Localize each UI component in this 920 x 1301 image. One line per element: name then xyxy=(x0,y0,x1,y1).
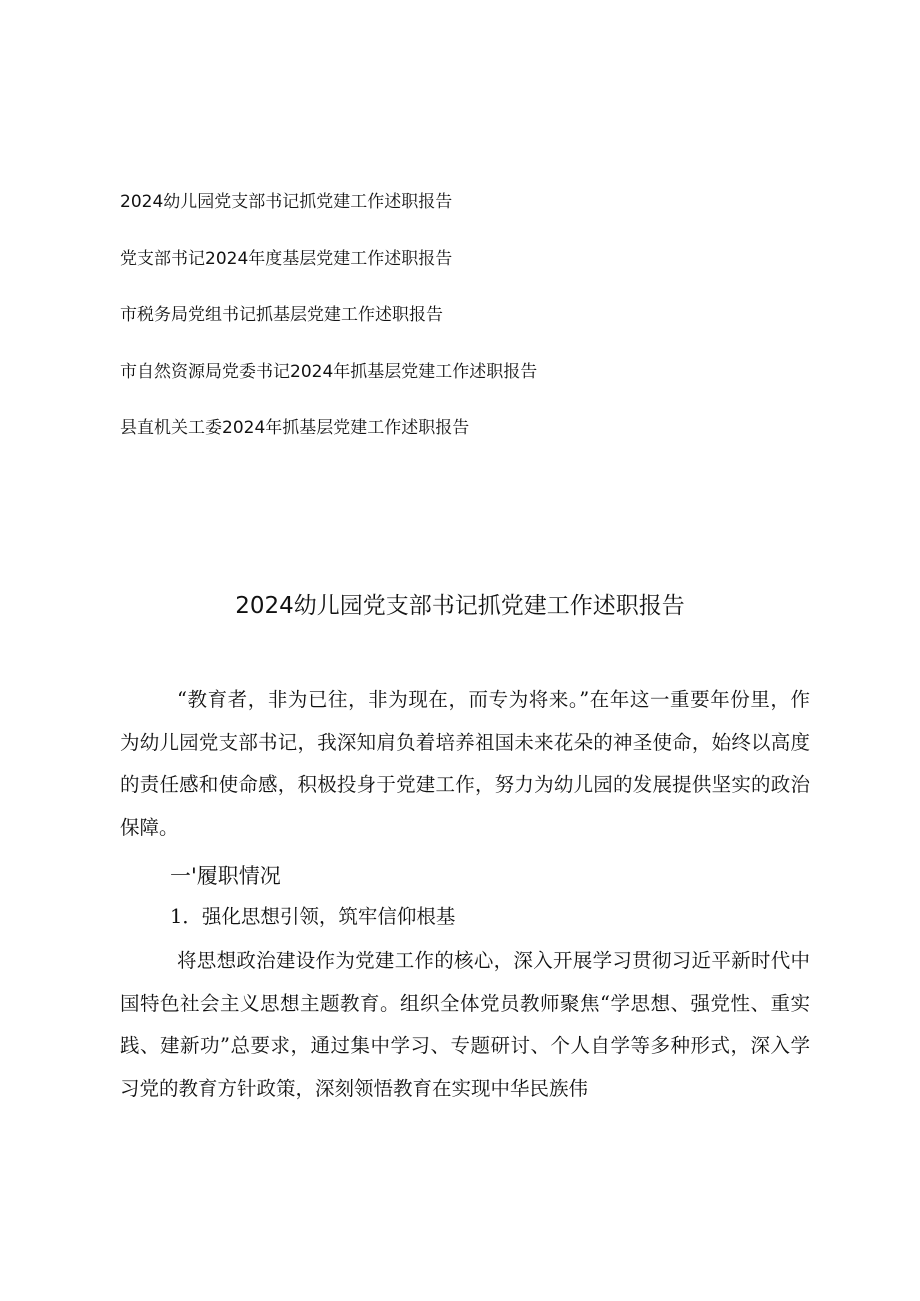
document-title: 2024幼儿园党支部书记抓党建工作述职报告 xyxy=(235,593,685,619)
section-heading: 一'履职情况 xyxy=(170,864,281,888)
toc-item: 2024幼儿园党支部书记抓党建工作述职报告 xyxy=(120,192,453,212)
toc-item: 市税务局党组书记抓基层党建工作述职报告 xyxy=(120,305,443,326)
table-of-contents xyxy=(120,190,820,473)
toc-item: 市自然资源局党委书记2024年抓基层党建工作述职报告 xyxy=(120,361,538,382)
intro-paragraph: “教育者，非为已往，非为现在，而专为将来。”在年这一重要年份里，作为幼儿园党支部书记，我深知肩负着培养祖国未来花朵的神圣使命，始终以高度的责任感和使命感，积极投身于党建工作，努力为幼儿园的发展提供坚实的政治保障。 xyxy=(120,688,810,839)
sub-heading: 1．强化思想引领，筑牢信仰根基 xyxy=(170,905,456,928)
body-paragraph: 将思想政治建设作为党建工作的核心，深入开展学习贯彻习近平新时代中国特色社会主义思想主题教育。组织全体党员教师聚焦“学思想、强党性、重实践、建新功”总要求，通过集中学习、专题研讨、个人自学等多种形式，深入学习党的教育方针政策，深刻领悟教育在实现中华民族伟 xyxy=(120,949,810,1100)
toc-item: 党支部书记2024年度基层党建工作述职报告 xyxy=(120,248,453,269)
toc-item: 县直机关工委2024年抓基层党建工作述职报告 xyxy=(120,418,470,439)
